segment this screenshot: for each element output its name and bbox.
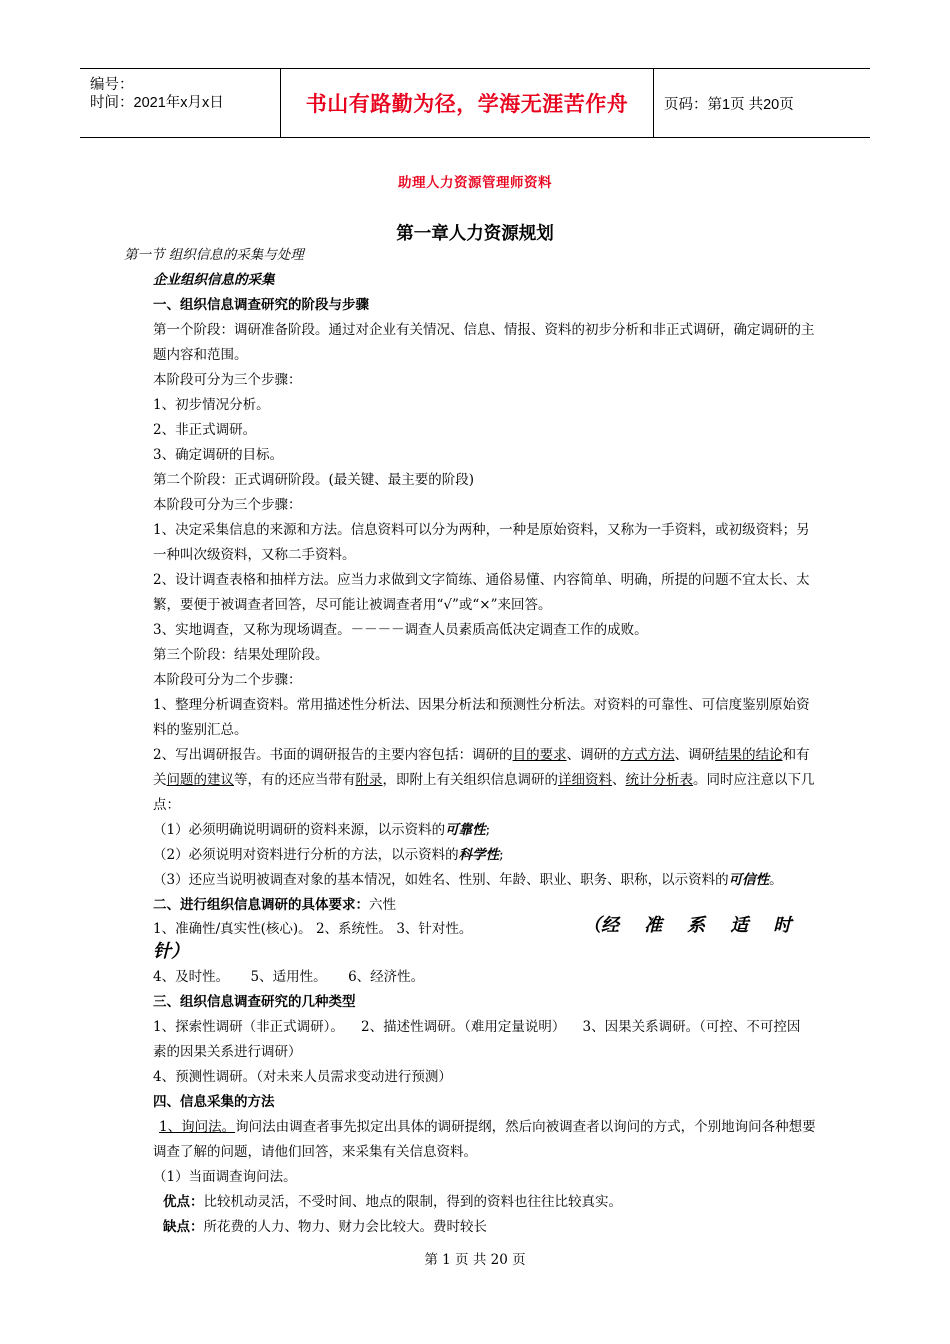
- subsection-title: 企业组织信息的采集: [153, 272, 275, 288]
- text-span: 1、准确性/真实性(核心)。 2、系统性。 3、针对性。: [153, 921, 473, 937]
- underlined-term: 详细资料: [558, 772, 612, 788]
- text-span: 、调研的: [566, 747, 621, 763]
- paragraph-line: 第三个阶段：结果处理阶段。: [153, 647, 329, 663]
- list-item: 2、设计调查表格和抽样方法。应当力求做到文字简练、通俗易懂、内容简单、明确，所提的问题不宜太长、太: [153, 572, 810, 588]
- paragraph-line: 点：: [153, 797, 180, 813]
- list-item: [153, 1118, 863, 1136]
- text-span: （1）必须明确说明调研的资料来源，以示资料的: [153, 822, 446, 838]
- emphasis-term: 可信性: [728, 872, 770, 888]
- header-motto-cell: [281, 69, 654, 137]
- list-item: [153, 871, 863, 889]
- paragraph-line: 料的鉴别汇总。: [153, 722, 248, 738]
- paragraph-line: 题内容和范围。: [153, 347, 248, 363]
- text-span: （2）必须说明对资料进行分析的方法，以示资料的: [153, 847, 459, 863]
- underlined-term: 目的要求: [512, 747, 567, 763]
- emphasis-term: 可靠性: [445, 822, 486, 838]
- paragraph-line: 第一个阶段：调研准备阶段。通过对企业有关情况、信息、情报、资料的初步分析和非正式调研，确定调研的主: [153, 322, 815, 338]
- text-span: ;: [499, 847, 504, 863]
- paragraph-line: 本阶段可分为二个步骤：: [153, 672, 302, 688]
- paragraph-line: 本阶段可分为三个步骤：: [153, 497, 302, 513]
- heading-3: 三、组织信息调查研究的几种类型: [153, 994, 356, 1010]
- text-span: 、: [612, 772, 626, 788]
- list-item: [153, 821, 863, 839]
- list-item: 3、确定调研的目标。: [153, 447, 284, 463]
- list-item: 1、整理分析调查资料。常用描述性分析法、因果分析法和预测性分析法。对资料的可靠性、可信度鉴别原始资: [153, 697, 810, 713]
- heading-1: 一、组织信息调查研究的阶段与步骤: [153, 297, 369, 313]
- text-span: ，即附上有关组织信息调研的: [382, 772, 558, 788]
- cons-line: [153, 1218, 873, 1236]
- mnemonic: （经 准 系 适 时: [583, 915, 792, 936]
- list-item: 1、探索性调研（非正式调研）。 2、描述性调研。（难用定量说明） 3、因果关系调研。（可控、不可控因: [153, 1019, 801, 1035]
- doc-title: 助理人力资源管理师资料: [398, 175, 552, 191]
- heading-4: 四、信息采集的方法: [153, 1094, 275, 1110]
- text-span: 等，有的还应当带有: [234, 772, 356, 788]
- text-span: 六性: [369, 897, 396, 913]
- list-item: 4、预测性调研。（对未来人员需求变动进行预测）: [153, 1069, 452, 1085]
- paragraph-line: [153, 771, 863, 789]
- paragraph-line: 本阶段可分为三个步骤：: [153, 372, 302, 388]
- text-span: 所花费的人力、物力、财力会比较大。费时较长: [203, 1219, 487, 1235]
- cons-label: 缺点：: [163, 1219, 204, 1235]
- mnemonic-end: 针）: [153, 941, 189, 962]
- paragraph-line: 素的因果关系进行调研）: [153, 1044, 302, 1060]
- text-span: （3）还应当说明被调查对象的基本情况，如姓名、性别、年龄、职业、职务、职称，以示资料的: [153, 872, 729, 888]
- pros-label: 优点：: [163, 1194, 204, 1210]
- pros-line: [153, 1193, 873, 1211]
- underlined-term: 结果的结论: [715, 747, 783, 763]
- underlined-term: 问题的建议: [166, 772, 234, 788]
- paragraph-line: 调查了解的问题，请他们回答，来采集有关信息资料。: [153, 1144, 477, 1160]
- text-span: 询问法由调查者事先拟定出具体的调研提纲，然后向被调查者以询问的方式，个别地询问各种想要: [235, 1119, 816, 1135]
- list-item: 1、决定采集信息的来源和方法。信息资料可以分为两种，一种是原始资料，又称为一手资料，或初级资料；另: [153, 522, 810, 538]
- list-item: 3、实地调查，又称为现场调查。－－－－调查人员素质高低决定调查工作的成败。: [153, 622, 648, 638]
- text-span: ;: [485, 822, 491, 838]
- underlined-term: 统计分析表: [625, 772, 693, 788]
- method-name: 1、询问法。: [159, 1119, 236, 1135]
- text-span: 比较机动灵活，不受时间、地点的限制，得到的资料也往往比较真实。: [203, 1194, 622, 1210]
- header-left-cell: [80, 69, 281, 137]
- header-page-cell: [654, 69, 870, 137]
- text-span: 关: [153, 772, 167, 788]
- list-item: [153, 915, 863, 938]
- list-item: [153, 746, 863, 764]
- page-info: 页码：第1页 共20页: [664, 96, 794, 113]
- serial-label: 编号：: [90, 77, 134, 93]
- paragraph-line: 第二个阶段：正式调研阶段。(最关键、最主要的阶段): [153, 472, 475, 488]
- paragraph-line: 繁，要便于被调查者回答，尽可能让被调查者用“√”或“×”来回答。: [153, 597, 552, 613]
- list-item: 1、初步情况分析。: [153, 397, 270, 413]
- heading-2: [153, 896, 863, 914]
- page-header: [80, 68, 870, 138]
- list-item: [153, 846, 863, 864]
- text-span: 2、写出调研报告。书面的调研报告的主要内容包括：调研的: [153, 747, 513, 763]
- motto: 书山有路勤为径，学海无涯苦作舟: [305, 93, 629, 116]
- text-span: 、调研: [674, 747, 716, 763]
- list-item: 2、非正式调研。: [153, 422, 257, 438]
- heading-text: 二、进行组织信息调研的具体要求：: [153, 897, 369, 913]
- text-span: 。同时应注意以下几: [693, 772, 815, 788]
- text-span: 和有: [782, 747, 810, 763]
- text-span: 。: [769, 872, 783, 888]
- emphasis-term: 科学性: [458, 847, 500, 863]
- page-footer: 第 1 页 共 20 页: [424, 1252, 526, 1268]
- underlined-term: 方式方法: [620, 747, 675, 763]
- paragraph-line: 一种叫次级资料，又称二手资料。: [153, 547, 356, 563]
- underlined-term: 附录: [355, 772, 383, 788]
- list-item: 4、及时性。 5、适用性。 6、经济性。: [153, 969, 425, 985]
- chapter-title: 第一章人力资源规划: [396, 224, 554, 244]
- list-item: （1）当面调查询问法。: [153, 1169, 297, 1185]
- section-title: 第一节 组织信息的采集与处理: [124, 247, 304, 263]
- date-label: 时间：2021年x月x日: [90, 95, 224, 111]
